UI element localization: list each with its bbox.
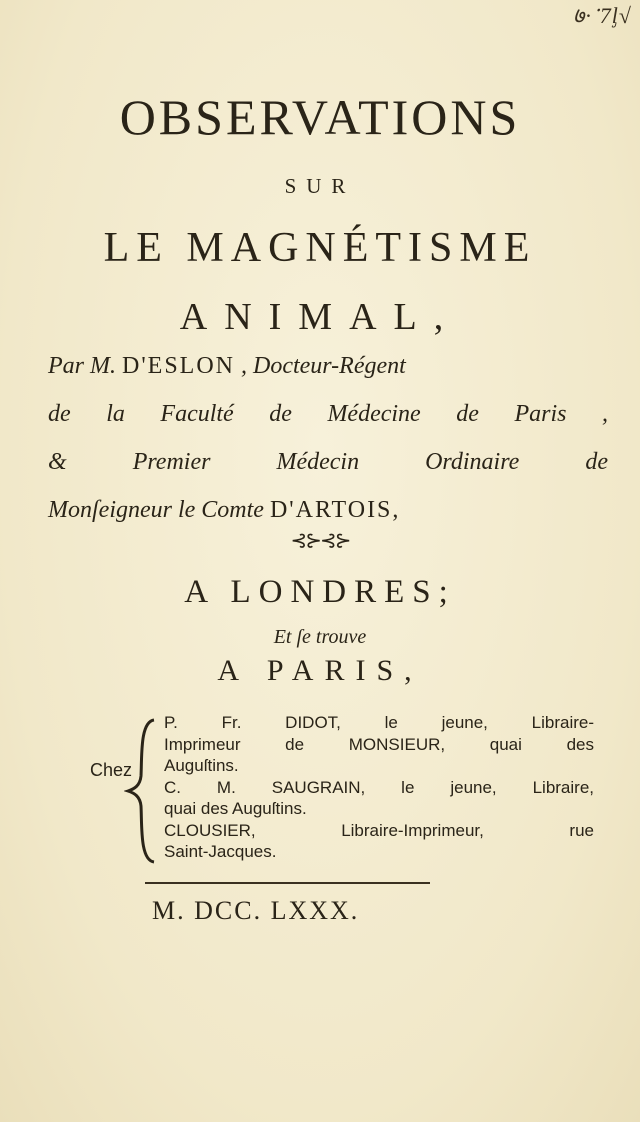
handwritten-shelfmark: ७·ॱ7ᶅ√	[572, 3, 632, 28]
main-title: OBSERVATIONS	[119, 89, 521, 145]
imprint-trouve: Et ſe trouve	[273, 626, 367, 648]
author-line-1	[48, 342, 608, 390]
title-sur: SUR	[284, 174, 356, 198]
booksellers-list	[164, 712, 594, 863]
author-line-4	[48, 486, 608, 534]
imprint-place: A LONDRES;	[184, 574, 456, 610]
author-patron: Monſeigneur le Comte	[48, 497, 264, 523]
imprint-paris: A PARIS,	[217, 654, 423, 687]
seller-line: C. M. SAUGRAIN, le jeune, Libraire,	[164, 777, 594, 797]
author-prefix: Par M.	[48, 353, 116, 379]
seller-line: Auguſtins.	[164, 756, 239, 775]
author-line-2: de la Faculté de Médecine de Paris ,	[48, 401, 608, 427]
seller-line: Imprimeur de MONSIEUR, quai des	[164, 734, 594, 754]
subject-line-2: ANIMAL,	[179, 296, 461, 338]
divider-rule	[145, 882, 430, 884]
seller-line: P. Fr. DIDOT, le jeune, Libraire-	[164, 713, 594, 732]
printer-ornament: ⊰⊱⊰⊱	[290, 530, 350, 552]
seller-line: Saint-Jacques.	[164, 842, 277, 861]
chez-label: Chez	[90, 760, 133, 780]
imprint-date: M. DCC. LXXX.	[152, 896, 360, 925]
curly-brace-icon	[124, 716, 164, 866]
author-title: , Docteur-Régent	[241, 353, 406, 379]
seller-line: quai des Auguſtins.	[164, 799, 307, 818]
author-name: D'ESLON	[122, 353, 235, 379]
author-block	[48, 342, 608, 534]
subject-line-1: LE MAGNÉTISME	[103, 225, 537, 271]
author-patron-name: D'ARTOIS,	[269, 497, 401, 523]
seller-line: CLOUSIER, Libraire-Imprimeur, rue	[164, 820, 594, 840]
author-line-3: & Premier Médecin Ordinaire de	[48, 449, 608, 475]
